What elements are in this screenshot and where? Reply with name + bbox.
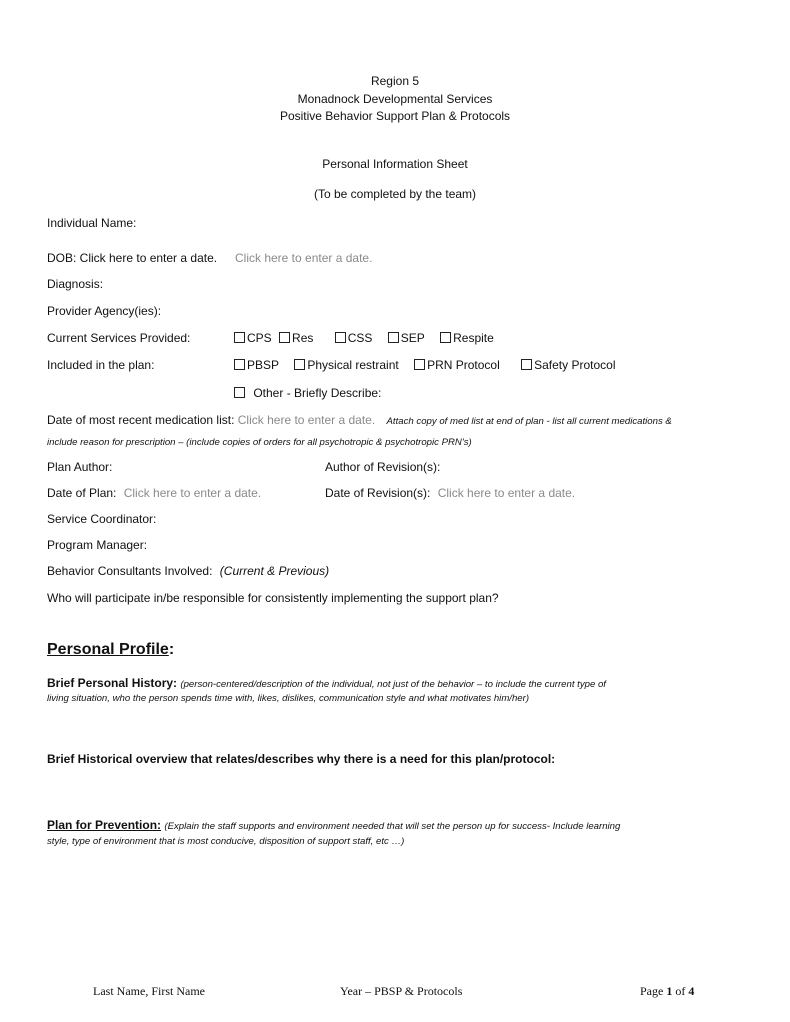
personal-history-label: Brief Personal History: [47, 676, 178, 690]
service-coordinator-label: Service Coordinator: [47, 512, 157, 526]
checkbox-icon [440, 332, 451, 343]
footer-name: Last Name, First Name [93, 984, 205, 998]
checkbox-icon [521, 359, 532, 370]
checkbox-icon [335, 332, 346, 343]
footer-page-total: 4 [688, 984, 695, 998]
prevention-row [47, 818, 620, 832]
checkbox-icon [388, 332, 399, 343]
checkbox-respite[interactable] [440, 331, 494, 345]
checkbox-label: PBSP [247, 358, 280, 372]
checkbox-physical-restraint[interactable] [294, 358, 398, 372]
checkbox-label: SEP [400, 331, 425, 345]
current-services-label: Current Services Provided: [47, 331, 191, 345]
who-participates-label: Who will participate in/be responsible for consistently implementing the support plan? [47, 591, 499, 605]
prevention-label: Plan for Prevention: [47, 818, 162, 832]
personal-profile-heading [47, 641, 174, 659]
med-list-date-field[interactable]: Click here to enter a date. [237, 413, 376, 427]
date-of-plan-row [47, 486, 261, 500]
checkbox-css[interactable] [335, 331, 373, 345]
checkbox-label: Other - Briefly Describe: [253, 386, 382, 400]
checkbox-sep[interactable] [388, 331, 425, 345]
dob-date-field[interactable]: Click here to enter a date. [235, 251, 373, 265]
footer-page-current: 1 [666, 984, 673, 998]
author-revision-label: Author of Revision(s): [325, 460, 441, 474]
checkbox-label: Physical restraint [307, 358, 399, 372]
current-services-options [234, 331, 494, 345]
med-list-label: Date of most recent medication list: [47, 413, 235, 427]
footer-page-prefix: Page [640, 984, 667, 998]
checkbox-icon [294, 359, 305, 370]
header-plan-title: Positive Behavior Support Plan & Protocols [279, 109, 511, 123]
personal-history-row [47, 676, 606, 690]
checkbox-res[interactable] [279, 331, 313, 345]
prevention-note: (Explain the staff supports and environment needed that will set the person up for success- Include learning [164, 821, 621, 832]
med-list-row [47, 413, 672, 427]
personal-history-note: (person-centered/description of the individual, not just of the behavior – to include the current type of [180, 679, 606, 690]
header-region: Region 5 [370, 74, 420, 88]
historical-overview-label: Brief Historical overview that relates/describes why there is a need for this plan/protocol: [47, 752, 556, 766]
checkbox-label: Res [292, 331, 314, 345]
provider-agency-label: Provider Agency(ies): [47, 304, 162, 318]
included-plan-label: Included in the plan: [47, 358, 155, 372]
checkbox-prn-protocol[interactable] [414, 358, 500, 372]
footer-page-of: of [672, 984, 689, 998]
prevention-note-continued: style, type of environment that is most conducive, disposition of support staff, etc …) [47, 836, 405, 847]
checkbox-label: CSS [347, 331, 373, 345]
date-of-plan-label: Date of Plan: [47, 486, 117, 500]
consultants-row [47, 564, 329, 578]
checkbox-icon [414, 359, 425, 370]
checkbox-label: PRN Protocol [427, 358, 500, 372]
dob-label: DOB: Click here to enter a date. [47, 251, 218, 265]
date-revision-label: Date of Revision(s): [325, 486, 431, 500]
consultants-label: Behavior Consultants Involved: [47, 564, 213, 578]
personal-profile-colon: : [168, 641, 175, 658]
sheet-subtitle: (To be completed by the team) [313, 187, 477, 201]
included-plan-options [234, 358, 616, 372]
date-revision-row [325, 486, 575, 500]
checkbox-pbsp[interactable] [234, 358, 279, 372]
footer-page-number [640, 984, 694, 999]
checkbox-safety-protocol[interactable] [521, 358, 615, 372]
checkbox-other[interactable] [234, 386, 381, 400]
checkbox-icon [234, 359, 245, 370]
personal-profile-title: Personal Profile [47, 641, 169, 658]
checkbox-icon [234, 332, 245, 343]
checkbox-cps[interactable] [234, 331, 272, 345]
personal-history-note-continued: living situation, who the person spends time with, likes, dislikes, communication style and what motivates him/her) [47, 693, 530, 704]
checkbox-label: Respite [453, 331, 494, 345]
consultants-note: (Current & Previous) [219, 564, 330, 578]
footer-year: Year – PBSP & Protocols [340, 984, 463, 998]
date-revision-field[interactable]: Click here to enter a date. [437, 486, 576, 500]
sheet-title: Personal Information Sheet [322, 157, 468, 171]
diagnosis-label: Diagnosis: [47, 277, 104, 291]
med-list-note-continued: include reason for prescription – (include copies of orders for all psychotropic & psychotropic PRN's) [47, 437, 472, 448]
header-org: Monadnock Developmental Services [297, 92, 493, 106]
checkbox-label: CPS [247, 331, 272, 345]
checkbox-icon [279, 332, 290, 343]
individual-name-label: Individual Name: [47, 216, 137, 230]
med-list-note: Attach copy of med list at end of plan - list all current medications & [386, 416, 672, 427]
checkbox-label: Safety Protocol [534, 358, 616, 372]
plan-author-label: Plan Author: [47, 460, 113, 474]
program-manager-label: Program Manager: [47, 538, 148, 552]
date-of-plan-field[interactable]: Click here to enter a date. [123, 486, 262, 500]
checkbox-icon [234, 387, 245, 398]
